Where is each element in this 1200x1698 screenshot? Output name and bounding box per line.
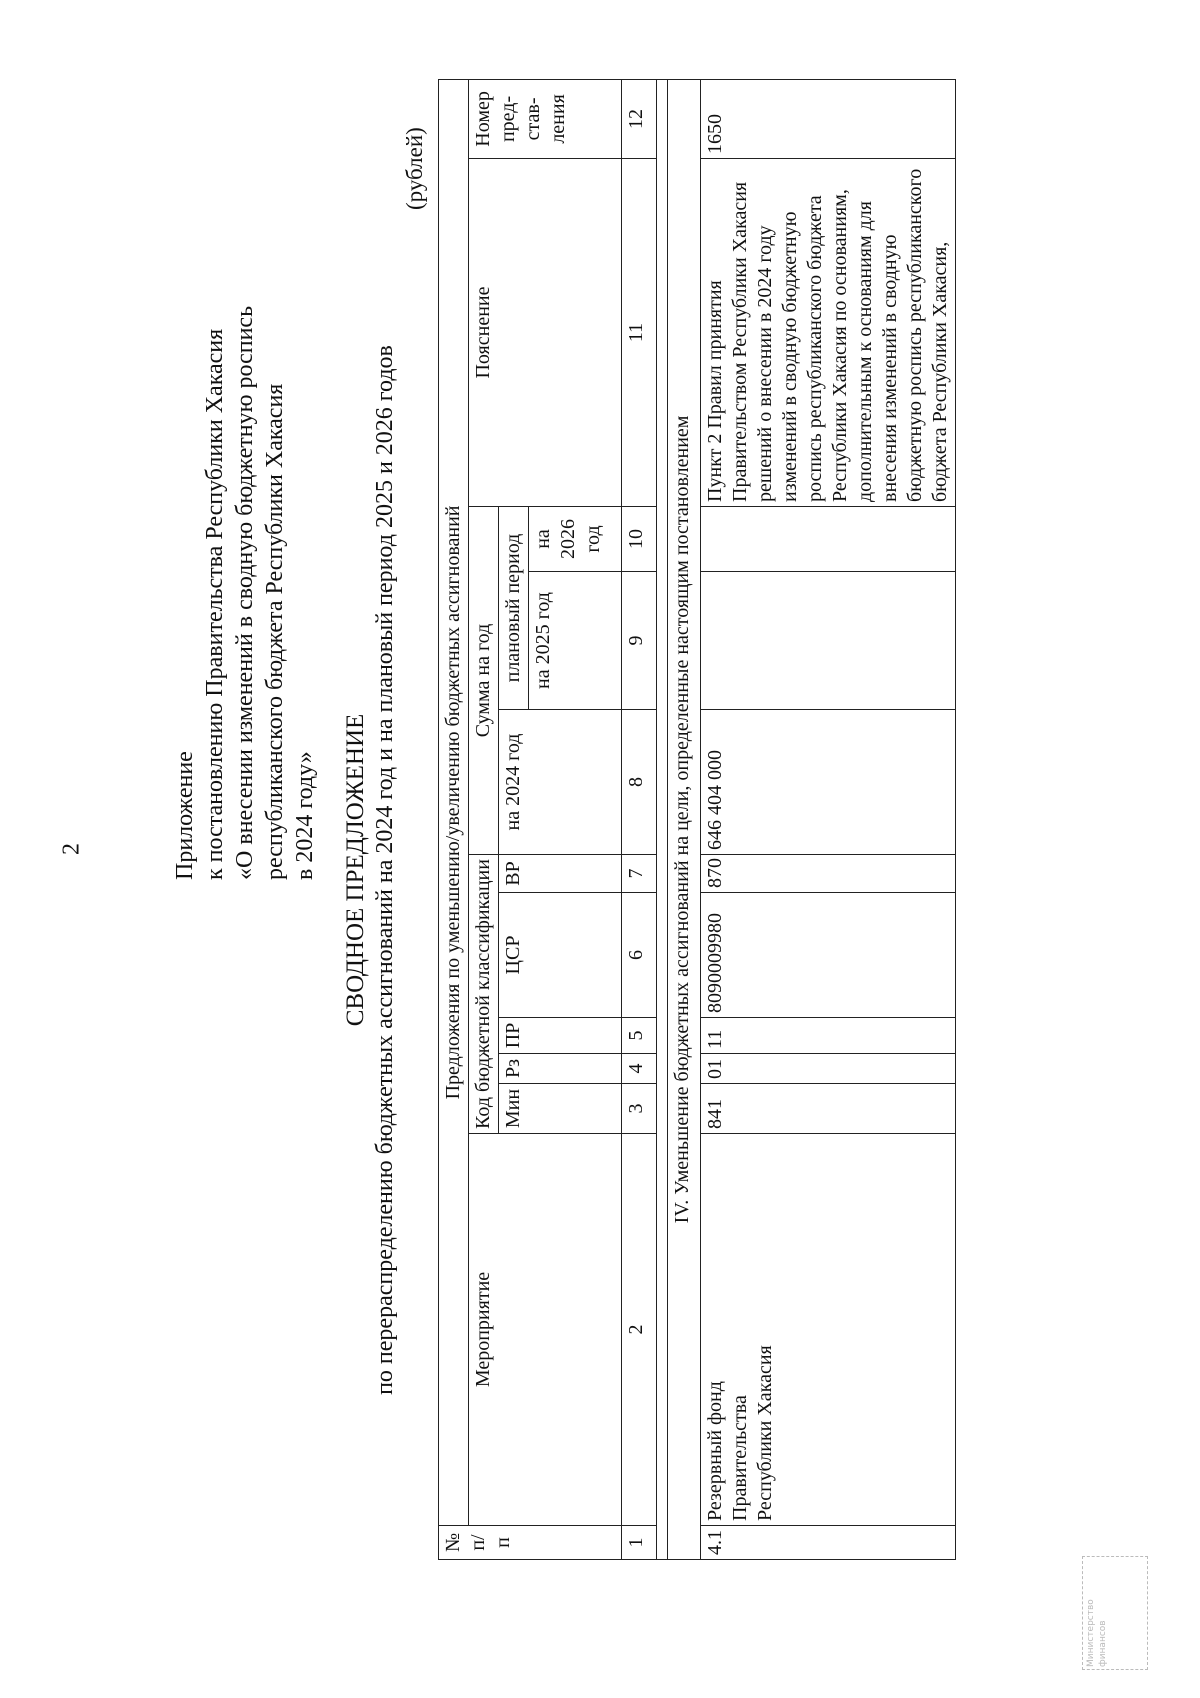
header-plan: плановый период [499, 507, 529, 710]
row-vr: 870 [701, 855, 956, 893]
header-code: Код бюджетной классификации [469, 855, 499, 1134]
proposal-table [438, 79, 956, 1560]
column-number: 12 [622, 79, 657, 158]
table-row [701, 79, 956, 1559]
header-2024: на 2024 год [499, 710, 622, 855]
section-row [668, 79, 701, 1559]
row-2024: 646 404 000 [701, 710, 956, 855]
header-event: Мероприятие [469, 1134, 622, 1526]
header-line: в 2024 году» [292, 751, 318, 880]
column-number: 8 [622, 710, 657, 855]
header-rep-num: Номер пред-став-ления [469, 79, 622, 158]
column-number: 1 [622, 1526, 657, 1560]
header-rz: Рз [499, 1054, 622, 1084]
column-number: 6 [622, 893, 657, 1018]
header-sum: Сумма на год [469, 507, 499, 855]
unit-label: (рублей) [402, 127, 427, 210]
header-num: № п/п [439, 1526, 622, 1560]
header-2026: на 2026 год [529, 507, 622, 572]
column-number: 5 [622, 1018, 657, 1054]
column-number: 10 [622, 507, 657, 572]
column-number: 7 [622, 855, 657, 893]
row-note: Пункт 2 Правил принятия Правительством Республики Хакасия решений о внесении в 2024 году изменений в сводную бюджетную роспись республиканского бюджета Республики Хакасия по основаниям, дополнительным к основаниям для внесения изменений в сводную бюджетную роспись республиканского бюджета Республики Хакасия, [701, 159, 956, 507]
column-number: 3 [622, 1084, 657, 1134]
header-proposals: Предложения по уменьшению/увеличению бюджетных ассигнований [439, 79, 469, 1525]
header-line: Приложение [172, 751, 198, 880]
section-title: IV. Уменьшение бюджетных ассигнований на цели, определенные настоящим постановлением [668, 79, 701, 1559]
column-number: 11 [622, 159, 657, 507]
header-line: «О внесении изменений в сводную бюджетную роспись [232, 305, 258, 880]
header-min: Мин [499, 1084, 622, 1134]
header-vr: ВР [499, 855, 622, 893]
document-title: СВОДНОЕ ПРЕДЛОЖЕНИЕ [342, 713, 369, 1027]
header-line: республиканского бюджета Республики Хакасия [262, 383, 288, 880]
header-csr: ЦСР [499, 893, 622, 1018]
column-number: 2 [622, 1134, 657, 1526]
document-subtitle: по перераспределению бюджетных ассигнований на 2024 год и на плановый период 2025 и 2026 годов [372, 345, 398, 1395]
row-min: 841 [701, 1084, 956, 1134]
row-rz: 01 [701, 1054, 956, 1084]
header-note: Пояснение [469, 159, 622, 507]
row-event: Резервный фонд Правительства Республики Хакасия [701, 1134, 956, 1526]
row-2025 [701, 572, 956, 710]
header-row [439, 79, 469, 1559]
row-num: 4.1 [701, 1526, 956, 1560]
spacer-row [657, 79, 668, 1559]
row-2026 [701, 507, 956, 572]
column-number: 9 [622, 572, 657, 710]
rotated-sheet [60, 70, 1160, 1670]
page-number: 2 [58, 843, 85, 855]
header-2025: на 2025 год [529, 572, 622, 710]
faint-stamp: Министерство финансов [1082, 1556, 1148, 1670]
row-pr: 11 [701, 1018, 956, 1054]
row-csr: 8090009980 [701, 893, 956, 1018]
column-number: 4 [622, 1054, 657, 1084]
row-rep-num: 1650 [701, 79, 956, 158]
appendix-header [170, 306, 320, 880]
header-line: к постановлению Правительства Республики Хакасия [202, 328, 228, 880]
header-row [469, 79, 499, 1559]
header-pr: ПР [499, 1018, 622, 1054]
column-number-row [622, 79, 657, 1559]
